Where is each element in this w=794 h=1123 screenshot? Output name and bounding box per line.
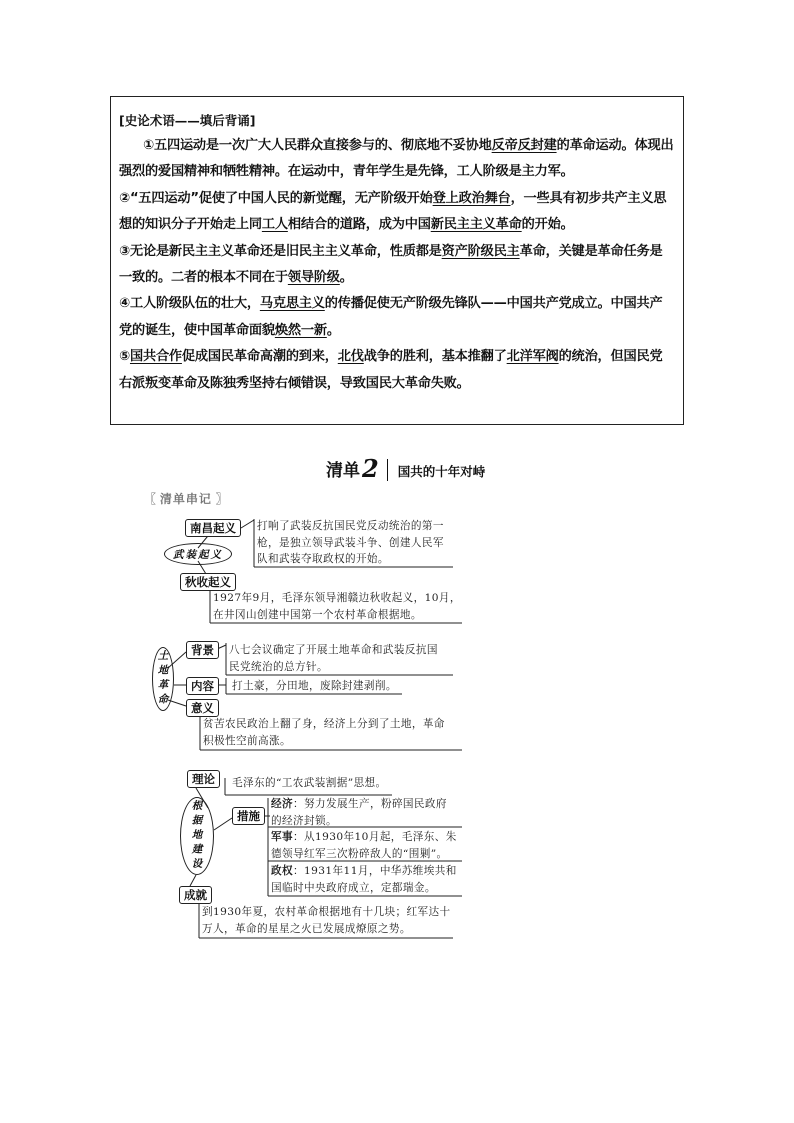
summary-tag: 〖 清单串记 〗 — [144, 492, 228, 506]
blank-answer: 北伐 — [337, 349, 364, 365]
map3-node-theory: 理论 — [187, 770, 220, 788]
map1-node-nanchang: 南昌起义 — [185, 519, 241, 537]
map3-desc-achievement: 到1930年夏，农村革命根据地有十几块；红军达十 万人，革命的星星之火已发展成燎原之势。 — [202, 906, 451, 935]
map3-node-achievement: 成就 — [179, 886, 212, 904]
map3-center-oval: 根据地建设 — [180, 797, 214, 875]
map1-node-qiushou: 秋收起义 — [180, 573, 236, 591]
term-1: ①五四运动是一次广大人民群众直接参与的、彻底地不妥协地反帝反封建的革命运动。体现出强烈的爱国精神和牺牲精神。在运动中，青年学生是先锋，工人阶级是主力军。 — [119, 138, 674, 180]
blank-answer: 国共合作 — [129, 349, 182, 365]
section-label: 清单 — [326, 461, 360, 481]
map2-node-significance: 意义 — [186, 699, 219, 717]
map2-node-content: 内容 — [186, 677, 219, 695]
blank-answer: 领导阶级 — [287, 270, 340, 286]
term-2: ②“五四运动”促使了中国人民的新觉醒，无产阶级开始登上政治舞台，一些具有初步共产主义思想的知识分子开始走上同工人相结合的道路，成为中国新民主主义革命的开始。 — [119, 190, 667, 233]
blank-answer: 新民主主义革命 — [430, 217, 522, 233]
map3-desc-theory: 毛泽东的“工农武装割据”思想。 — [232, 777, 387, 789]
blank-answer: 资产阶级民主 — [441, 243, 520, 259]
blank-answer: 焕然一新 — [274, 322, 327, 338]
map2-node-background: 背景 — [186, 641, 219, 659]
map1-desc-nanchang: 打响了武装反抗国民党反动统治的第一 枪，是独立领导武装斗争、创建人民军 队和武装夺取政权的开始。 — [257, 520, 444, 565]
blank-answer: 反帝反封建 — [491, 138, 557, 153]
term-4: ④工人阶级队伍的壮大，马克思主义的传播促使无产阶级先锋队——中国共产党成立。中国共产党的诞生，使中国革命面貌焕然一新。 — [119, 296, 663, 338]
blank-answer: 工人 — [261, 217, 288, 233]
term-5: ⑤国共合作促成国民革命高潮的到来，北伐战争的胜利，基本推翻了北洋军阀的统治，但国民党右派叛变革命及陈独秀坚持右倾错误，导致国民大革命失败。 — [119, 349, 663, 391]
section-number: 2 — [362, 454, 379, 483]
map3-node-measures: 措施 — [232, 807, 265, 825]
blank-answer: 北洋军阀 — [506, 349, 559, 365]
blank-answer: 马克思主义 — [259, 296, 325, 312]
term-3: ③无论是新民主主义革命还是旧民主主义革命，性质都是资产阶级民主革命，关键是革命任务是一致的。二者的根本不同在于领导阶级。 — [119, 243, 663, 286]
map1-center-oval: 武装起义 — [164, 543, 232, 565]
section-heading: 国共的十年对峙 — [397, 464, 486, 479]
blank-answer: 登上政治舞台 — [432, 190, 511, 206]
map2-desc-significance: 贫苦农民政治上翻了身，经济上分到了土地，革命 积极性空前高涨。 — [203, 718, 445, 747]
map3-desc-economy: 经济：努力发展生产，粉碎国民政府 的经济封锁。 — [271, 798, 447, 827]
map3-desc-military: 军事：从1930年10月起，毛泽东、朱 德领导红军三次粉碎敌人的“围剿”。 — [271, 831, 457, 860]
map3-desc-regime: 政权：1931年11月，中华苏维埃共和 国临时中央政府成立，定都瑞金。 — [271, 865, 457, 894]
box-heading: [史论术语——填后背诵] — [119, 113, 256, 128]
map2-desc-content: 打土豪，分田地，废除封建剥削。 — [232, 680, 397, 692]
map2-desc-background: 八七会议确定了开展土地革命和武装反抗国 民党统治的总方针。 — [229, 644, 438, 673]
map2-center-oval: 土地革命 — [152, 647, 174, 711]
map1-desc-qiushou: 1927年9月，毛泽东领导湘赣边秋收起义，10月， 在井冈山创建中国第一个农村革命根据地。 — [213, 592, 461, 621]
